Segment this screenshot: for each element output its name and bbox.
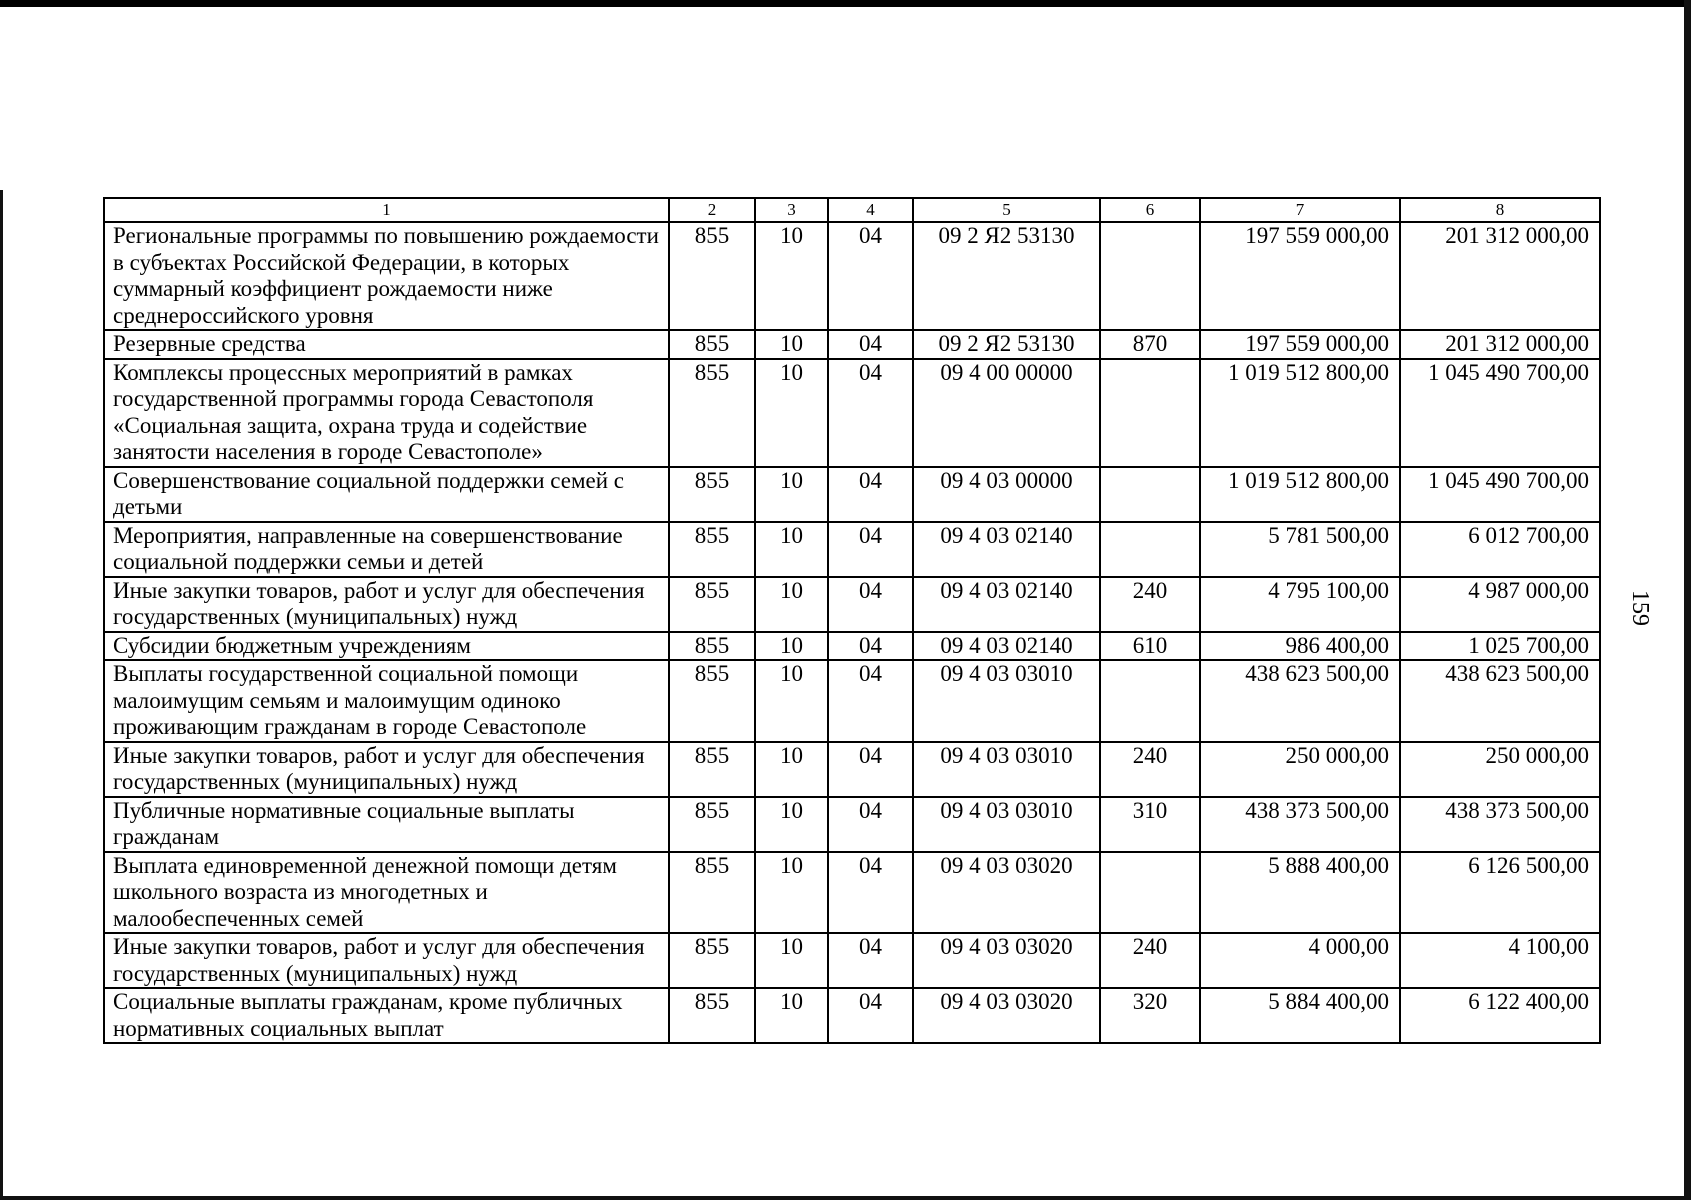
row-code-4: 04 xyxy=(828,467,913,522)
row-code-4: 04 xyxy=(828,742,913,797)
row-code-5: 09 2 Я2 53130 xyxy=(913,330,1100,359)
row-amount-8: 438 623 500,00 xyxy=(1400,660,1600,742)
table-row xyxy=(104,330,1600,359)
row-code-2: 855 xyxy=(669,632,755,661)
row-code-6: 610 xyxy=(1100,632,1200,661)
row-code-3: 10 xyxy=(755,632,828,661)
row-amount-7: 5 781 500,00 xyxy=(1200,522,1400,577)
row-code-6 xyxy=(1100,852,1200,934)
row-name: Социальные выплаты гражданам, кроме публичных нормативных социальных выплат xyxy=(104,988,669,1043)
row-code-4: 04 xyxy=(828,522,913,577)
row-code-5: 09 4 03 00000 xyxy=(913,467,1100,522)
row-code-5: 09 2 Я2 53130 xyxy=(913,222,1100,330)
row-code-5: 09 4 03 03020 xyxy=(913,933,1100,988)
row-code-5: 09 4 03 02140 xyxy=(913,632,1100,661)
row-code-4: 04 xyxy=(828,933,913,988)
column-header: 8 xyxy=(1400,198,1600,222)
row-amount-8: 1 025 700,00 xyxy=(1400,632,1600,661)
row-code-5: 09 4 03 03020 xyxy=(913,852,1100,934)
row-amount-7: 197 559 000,00 xyxy=(1200,222,1400,330)
row-amount-8: 4 100,00 xyxy=(1400,933,1600,988)
row-code-2: 855 xyxy=(669,359,755,467)
table-row xyxy=(104,222,1600,330)
row-amount-8: 1 045 490 700,00 xyxy=(1400,467,1600,522)
row-name: Совершенствование социальной поддержки семей с детьми xyxy=(104,467,669,522)
row-amount-7: 438 373 500,00 xyxy=(1200,797,1400,852)
column-header: 5 xyxy=(913,198,1100,222)
row-code-2: 855 xyxy=(669,467,755,522)
row-code-4: 04 xyxy=(828,632,913,661)
row-code-6 xyxy=(1100,522,1200,577)
table-row xyxy=(104,988,1600,1043)
column-header: 7 xyxy=(1200,198,1400,222)
row-code-3: 10 xyxy=(755,467,828,522)
table-row xyxy=(104,467,1600,522)
row-amount-7: 438 623 500,00 xyxy=(1200,660,1400,742)
row-code-6: 320 xyxy=(1100,988,1200,1043)
row-code-4: 04 xyxy=(828,852,913,934)
row-amount-8: 201 312 000,00 xyxy=(1400,330,1600,359)
row-name: Мероприятия, направленные на совершенствование социальной поддержки семьи и детей xyxy=(104,522,669,577)
row-code-2: 855 xyxy=(669,988,755,1043)
row-code-3: 10 xyxy=(755,577,828,632)
row-name: Региональные программы по повышению рождаемости в субъектах Российской Федерации, в которых суммарный коэффициент рождаемости ниже среднероссийского уровня xyxy=(104,222,669,330)
row-code-4: 04 xyxy=(828,988,913,1043)
row-code-6: 240 xyxy=(1100,742,1200,797)
row-code-5: 09 4 00 00000 xyxy=(913,359,1100,467)
row-amount-7: 1 019 512 800,00 xyxy=(1200,467,1400,522)
row-name: Выплата единовременной денежной помощи детям школьного возраста из многодетных и малообеспеченных семей xyxy=(104,852,669,934)
row-code-6 xyxy=(1100,660,1200,742)
row-amount-8: 250 000,00 xyxy=(1400,742,1600,797)
scan-border-top xyxy=(0,0,1691,7)
row-code-3: 10 xyxy=(755,797,828,852)
row-code-4: 04 xyxy=(828,577,913,632)
row-name: Иные закупки товаров, работ и услуг для обеспечения государственных (муниципальных) нужд xyxy=(104,577,669,632)
row-name: Субсидии бюджетным учреждениям xyxy=(104,632,669,661)
row-code-4: 04 xyxy=(828,222,913,330)
row-code-2: 855 xyxy=(669,522,755,577)
column-header: 2 xyxy=(669,198,755,222)
column-header: 4 xyxy=(828,198,913,222)
row-code-2: 855 xyxy=(669,852,755,934)
scan-border-left xyxy=(0,190,3,1200)
row-code-3: 10 xyxy=(755,522,828,577)
row-code-6: 310 xyxy=(1100,797,1200,852)
row-code-2: 855 xyxy=(669,797,755,852)
row-code-5: 09 4 03 02140 xyxy=(913,522,1100,577)
row-amount-7: 1 019 512 800,00 xyxy=(1200,359,1400,467)
scan-border-bottom xyxy=(0,1196,1691,1200)
budget-table xyxy=(103,197,1601,1044)
table-row xyxy=(104,359,1600,467)
row-code-6 xyxy=(1100,222,1200,330)
table-row xyxy=(104,742,1600,797)
row-code-2: 855 xyxy=(669,742,755,797)
row-code-6 xyxy=(1100,359,1200,467)
row-name: Резервные средства xyxy=(104,330,669,359)
row-code-2: 855 xyxy=(669,222,755,330)
table-row xyxy=(104,852,1600,934)
row-code-6 xyxy=(1100,467,1200,522)
row-amount-7: 5 888 400,00 xyxy=(1200,852,1400,934)
table-row xyxy=(104,933,1600,988)
column-header: 1 xyxy=(104,198,669,222)
row-code-5: 09 4 03 03020 xyxy=(913,988,1100,1043)
row-amount-8: 4 987 000,00 xyxy=(1400,577,1600,632)
row-code-3: 10 xyxy=(755,330,828,359)
row-amount-7: 5 884 400,00 xyxy=(1200,988,1400,1043)
row-amount-8: 201 312 000,00 xyxy=(1400,222,1600,330)
row-code-4: 04 xyxy=(828,797,913,852)
row-code-5: 09 4 03 03010 xyxy=(913,797,1100,852)
row-code-2: 855 xyxy=(669,330,755,359)
table-row xyxy=(104,797,1600,852)
row-code-3: 10 xyxy=(755,222,828,330)
row-name: Комплексы процессных мероприятий в рамках государственной программы города Севастополя «Социальная защита, охрана труда и содействие занятости населения в городе Севастополе» xyxy=(104,359,669,467)
row-amount-8: 6 012 700,00 xyxy=(1400,522,1600,577)
row-amount-7: 197 559 000,00 xyxy=(1200,330,1400,359)
row-code-3: 10 xyxy=(755,660,828,742)
row-code-3: 10 xyxy=(755,933,828,988)
row-code-2: 855 xyxy=(669,577,755,632)
table-row xyxy=(104,522,1600,577)
row-amount-7: 250 000,00 xyxy=(1200,742,1400,797)
table-row xyxy=(104,632,1600,661)
row-code-4: 04 xyxy=(828,330,913,359)
header-row xyxy=(104,198,1600,222)
row-code-2: 855 xyxy=(669,933,755,988)
row-amount-8: 438 373 500,00 xyxy=(1400,797,1600,852)
row-code-3: 10 xyxy=(755,742,828,797)
row-name: Иные закупки товаров, работ и услуг для обеспечения государственных (муниципальных) нужд xyxy=(104,933,669,988)
page-number: 159 xyxy=(1627,590,1654,626)
row-name: Публичные нормативные социальные выплаты гражданам xyxy=(104,797,669,852)
row-code-4: 04 xyxy=(828,359,913,467)
row-code-6: 240 xyxy=(1100,933,1200,988)
row-code-3: 10 xyxy=(755,852,828,934)
row-code-5: 09 4 03 03010 xyxy=(913,660,1100,742)
row-code-3: 10 xyxy=(755,359,828,467)
column-header: 3 xyxy=(755,198,828,222)
row-name: Иные закупки товаров, работ и услуг для обеспечения государственных (муниципальных) нужд xyxy=(104,742,669,797)
row-code-5: 09 4 03 02140 xyxy=(913,577,1100,632)
row-code-6: 870 xyxy=(1100,330,1200,359)
row-code-5: 09 4 03 03010 xyxy=(913,742,1100,797)
row-amount-8: 6 122 400,00 xyxy=(1400,988,1600,1043)
table-row xyxy=(104,660,1600,742)
row-amount-7: 986 400,00 xyxy=(1200,632,1400,661)
row-amount-8: 6 126 500,00 xyxy=(1400,852,1600,934)
row-code-6: 240 xyxy=(1100,577,1200,632)
table-row xyxy=(104,577,1600,632)
row-code-2: 855 xyxy=(669,660,755,742)
row-code-4: 04 xyxy=(828,660,913,742)
row-amount-7: 4 000,00 xyxy=(1200,933,1400,988)
row-name: Выплаты государственной социальной помощи малоимущим семьям и малоимущим одиноко проживающим гражданам в городе Севастополе xyxy=(104,660,669,742)
scan-border-right xyxy=(1684,0,1691,1200)
row-amount-8: 1 045 490 700,00 xyxy=(1400,359,1600,467)
column-header: 6 xyxy=(1100,198,1200,222)
row-code-3: 10 xyxy=(755,988,828,1043)
row-amount-7: 4 795 100,00 xyxy=(1200,577,1400,632)
